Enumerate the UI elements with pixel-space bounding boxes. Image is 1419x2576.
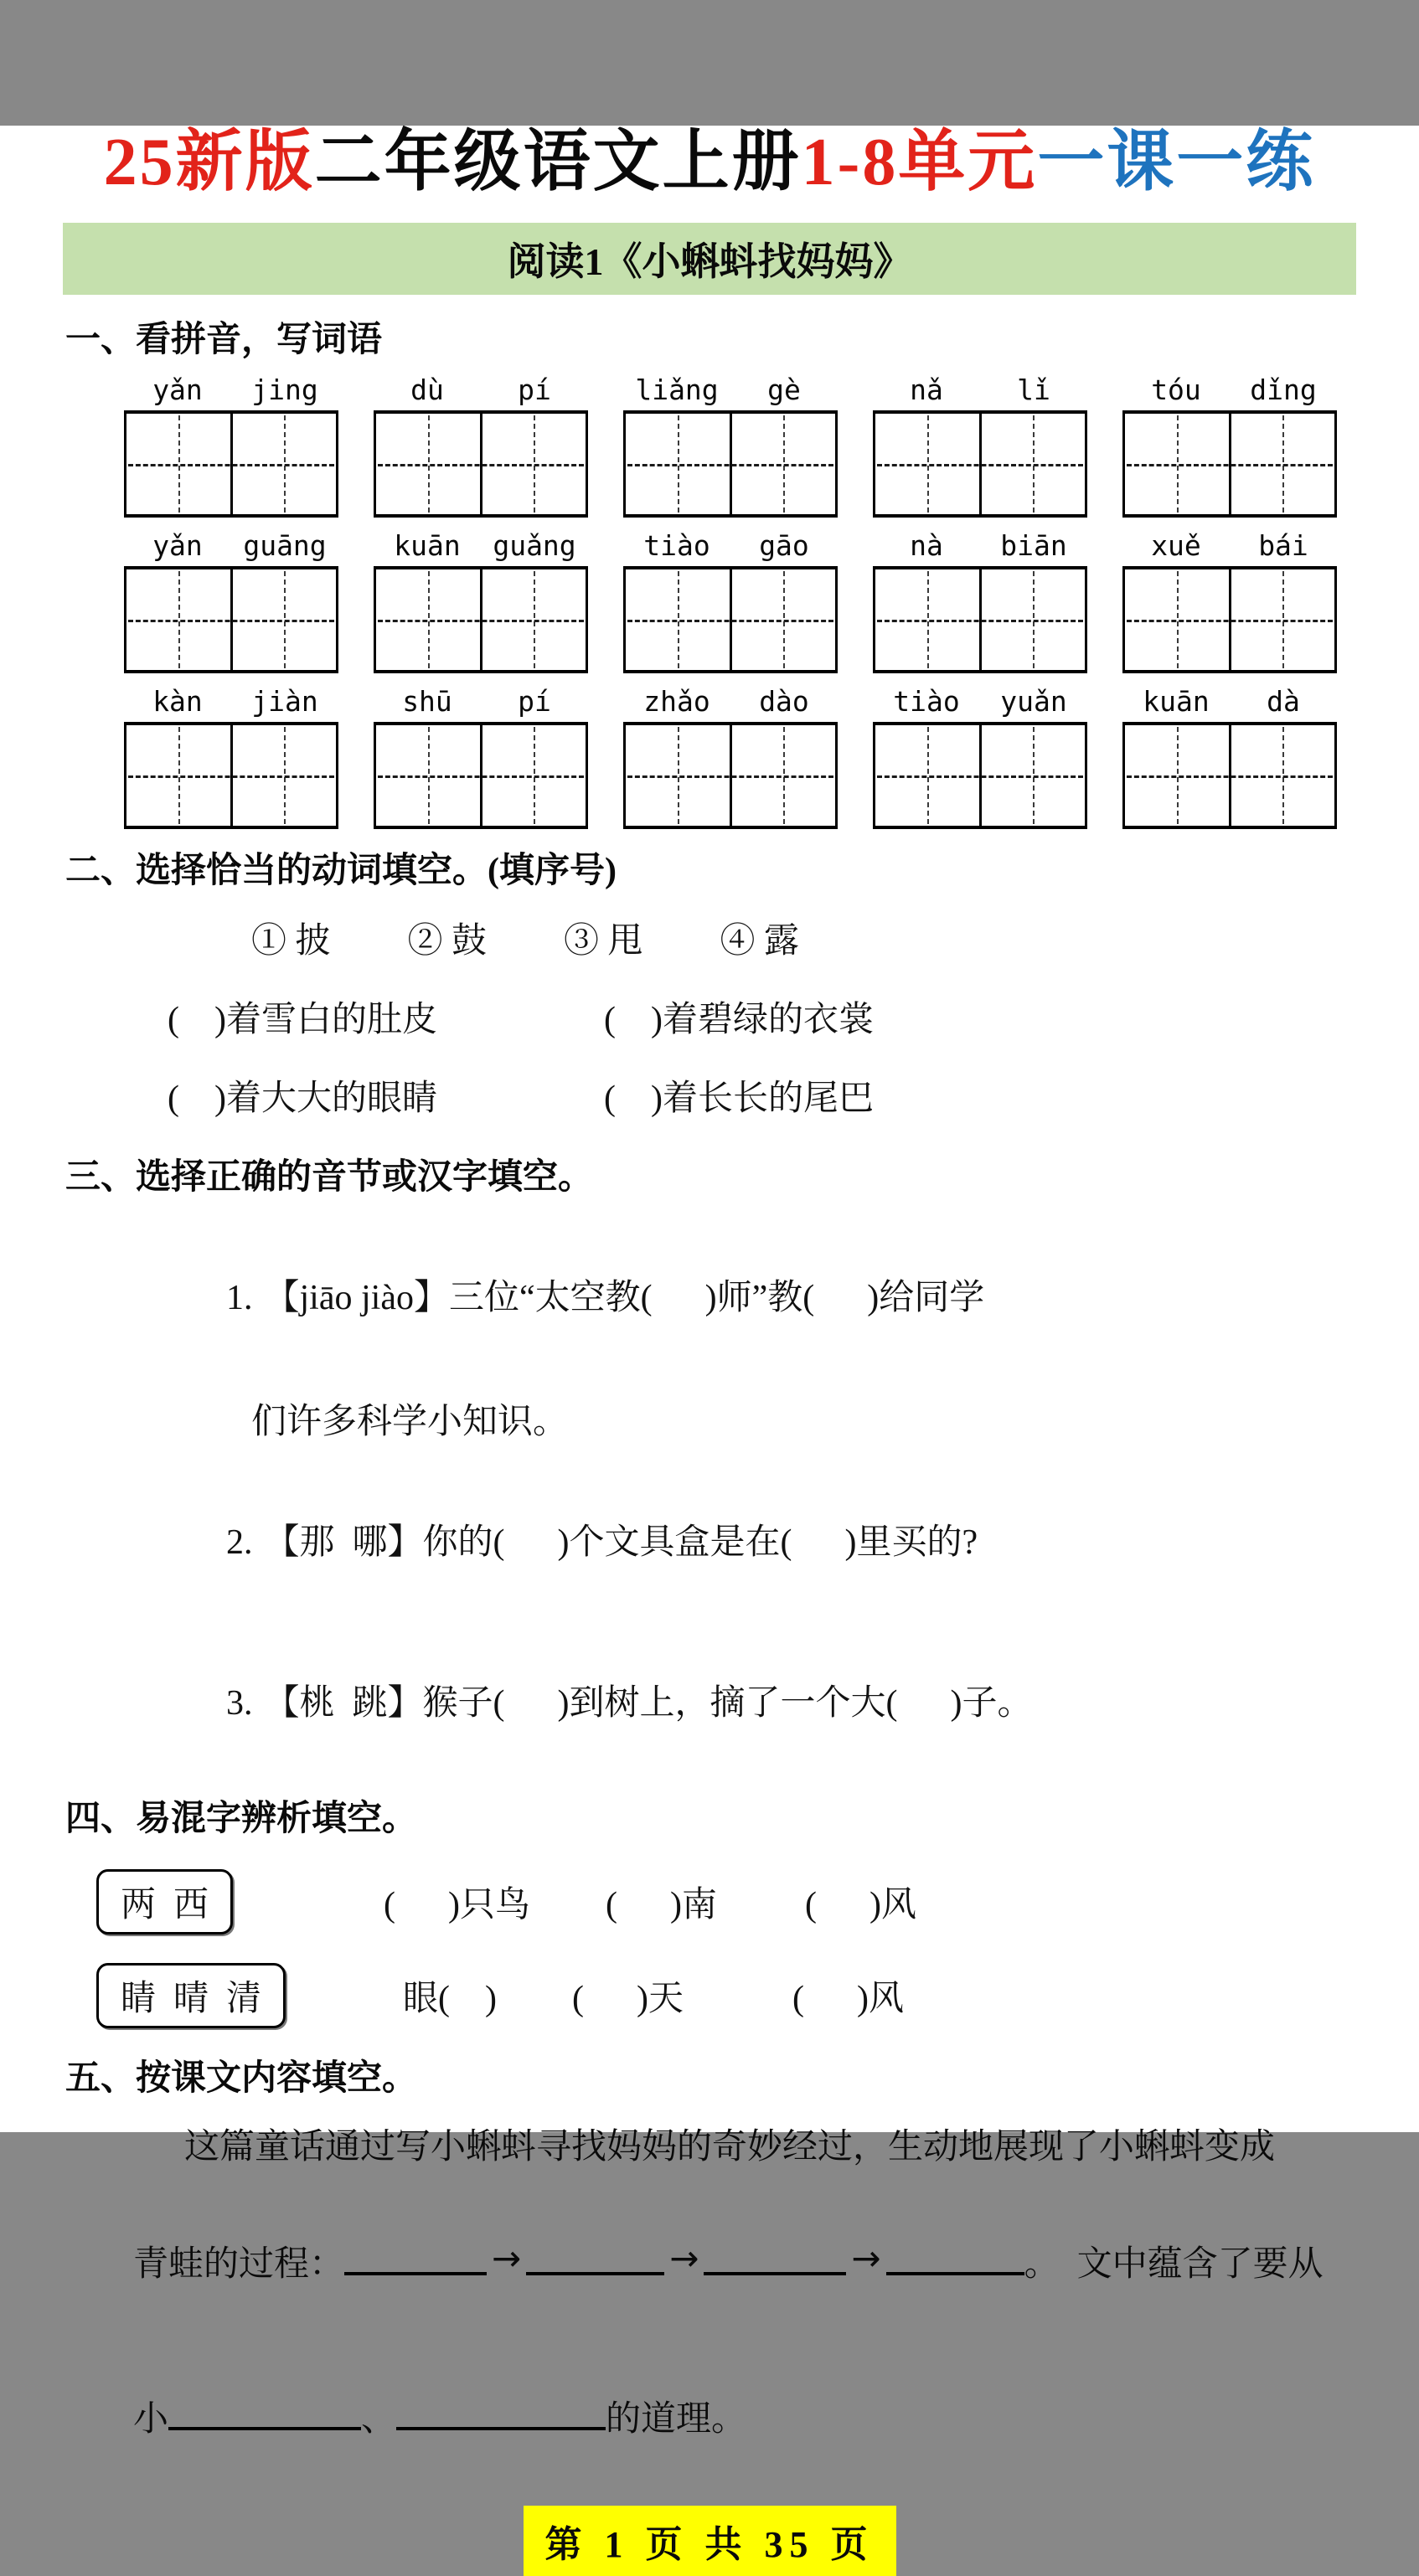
pinyin-syllable: kàn xyxy=(152,685,203,718)
pinyin-syllable: tiào xyxy=(893,685,960,718)
pinyin-syllable: kuān xyxy=(394,529,461,562)
question-text-continued: 们许多科学小知识。 xyxy=(251,1403,569,1441)
pinyin-syllable: jing xyxy=(251,374,318,406)
answer-blank xyxy=(396,2395,606,2430)
passage-text: 小 xyxy=(133,2400,169,2439)
writing-box xyxy=(1122,722,1337,829)
pinyin-syllable: gāo xyxy=(759,529,809,562)
pinyin-syllable: yǎn xyxy=(152,374,203,406)
pinyin-row xyxy=(124,529,1337,673)
fill-line xyxy=(168,992,1419,1042)
pinyin-row xyxy=(124,374,1337,518)
answer-blank xyxy=(886,2240,1024,2275)
writing-box xyxy=(374,410,588,518)
pinyin-syllable: yǎn xyxy=(152,529,203,562)
verb-option: ③ 甩 xyxy=(564,922,643,961)
writing-cell xyxy=(376,725,480,826)
fill-blank-phrase: 眼( ) xyxy=(403,1980,497,2018)
pinyin-word-group xyxy=(374,374,588,518)
title-segment-grade: 二年级语文上册 xyxy=(314,126,802,199)
writing-box xyxy=(623,566,838,673)
verb-option: ① 披 xyxy=(251,922,331,961)
writing-cell xyxy=(626,414,730,514)
arrow-glyph: → xyxy=(669,2237,699,2279)
question-item xyxy=(191,1474,1419,1605)
writing-box xyxy=(374,566,588,673)
writing-cell xyxy=(875,725,979,826)
writing-cell xyxy=(376,414,480,514)
pinyin-row xyxy=(124,685,1337,829)
answer-blank xyxy=(526,2240,664,2275)
question-number: 2. xyxy=(226,1523,253,1562)
confusable-chars-row xyxy=(96,1963,1419,2028)
writing-box xyxy=(1122,410,1337,518)
writing-cell xyxy=(730,414,836,514)
writing-box xyxy=(374,722,588,829)
writing-box xyxy=(873,722,1087,829)
writing-cell xyxy=(480,725,586,826)
writing-cell xyxy=(730,725,836,826)
char-choice-box: 两 西 xyxy=(96,1869,233,1935)
question-text: 【那 哪】你的( )个文具盒是在( )里买的? xyxy=(264,1523,978,1562)
writing-cell xyxy=(1229,414,1335,514)
pinyin-syllable: bái xyxy=(1258,529,1308,562)
pinyin-syllable: lǐ xyxy=(1017,374,1050,406)
section4-header: 四、易混字辨析填空。 xyxy=(65,1800,418,1838)
fill-blank-phrase: ( )只鸟 xyxy=(384,1886,530,1924)
passage-line: 这篇童话通过写小蝌蚪寻找妈妈的奇妙经过，生动地展现了小蝌蚪变成 xyxy=(184,2128,1276,2166)
passage-text: 、 xyxy=(361,2400,397,2439)
pinyin-word-group xyxy=(374,685,588,829)
writing-cell xyxy=(1125,569,1229,670)
pinyin-syllable: liǎng xyxy=(635,374,719,406)
section5-header: 五、按课文内容填空。 xyxy=(65,2059,418,2098)
section3-header: 三、选择正确的音节或汉字填空。 xyxy=(65,1158,594,1197)
question-number: 1. xyxy=(226,1279,253,1317)
writing-box xyxy=(623,410,838,518)
question-number: 3. xyxy=(226,1684,253,1723)
passage-line-with-blanks xyxy=(98,2199,1419,2325)
page-number-badge: 第 1 页 共 35 页 xyxy=(524,2506,896,2576)
writing-cell xyxy=(1229,569,1335,670)
pinyin-syllable: pí xyxy=(518,374,551,406)
writing-cell xyxy=(1229,725,1335,826)
writing-cell xyxy=(875,569,979,670)
pinyin-syllable: kuān xyxy=(1143,685,1210,718)
pinyin-syllable: biān xyxy=(1000,529,1067,562)
question-text: 【jiāo jiào】三位“太空教( )师”教( )给同学 xyxy=(264,1279,985,1317)
answer-blank xyxy=(344,2240,487,2275)
pinyin-syllable: yuǎn xyxy=(1000,685,1067,718)
fill-blank-phrase: ( )着雪白的肚皮 xyxy=(168,1001,437,1039)
section2-header: 二、选择恰当的动词填空。(填序号) xyxy=(65,852,617,890)
pinyin-word-group xyxy=(873,374,1087,518)
pinyin-syllable: nǎ xyxy=(910,374,943,406)
pinyin-word-group xyxy=(124,685,338,829)
page-title xyxy=(0,126,1419,199)
pinyin-word-group xyxy=(873,529,1087,673)
passage-text: 。 文中蕴含了要从 xyxy=(1024,2244,1324,2284)
fill-blank-phrase: ( )着长长的尾巴 xyxy=(604,1079,874,1118)
writing-cell xyxy=(230,569,337,670)
pinyin-syllable: tóu xyxy=(1151,374,1201,406)
arrow-glyph: → xyxy=(851,2237,881,2279)
writing-box xyxy=(124,410,338,518)
writing-box xyxy=(124,722,338,829)
pinyin-word-group xyxy=(374,529,588,673)
pinyin-word-group xyxy=(124,529,338,673)
writing-box xyxy=(1122,566,1337,673)
fill-blank-phrase: ( )天 xyxy=(572,1980,684,2018)
writing-cell xyxy=(230,414,337,514)
writing-cell xyxy=(979,569,1086,670)
writing-cell xyxy=(480,414,586,514)
pinyin-syllable: jiàn xyxy=(251,685,318,718)
fill-line xyxy=(168,1070,1419,1121)
writing-cell xyxy=(979,725,1086,826)
fill-blank-phrase: ( )风 xyxy=(804,1886,916,1924)
pinyin-syllable: guǎng xyxy=(493,529,576,562)
writing-cell xyxy=(979,414,1086,514)
question-text: 【桃 跳】猴子( )到树上，摘了一个大( )子。 xyxy=(264,1684,1033,1723)
pinyin-word-group xyxy=(623,374,838,518)
confusable-chars-row xyxy=(96,1869,1419,1935)
answer-blank xyxy=(704,2240,846,2275)
pinyin-syllable: guāng xyxy=(243,529,327,562)
lesson-banner: 阅读1《小蝌蚪找妈妈》 xyxy=(63,223,1356,295)
title-segment-units: 1-8单元 xyxy=(801,126,1038,199)
pinyin-syllable: dà xyxy=(1267,685,1300,718)
pinyin-syllable: dǐng xyxy=(1250,374,1317,406)
writing-cell xyxy=(626,725,730,826)
writing-cell xyxy=(730,569,836,670)
title-segment-edition: 25新版 xyxy=(103,126,315,199)
passage-text: 青蛙的过程： xyxy=(133,2244,345,2284)
verb-option: ④ 露 xyxy=(720,922,800,961)
writing-cell xyxy=(875,414,979,514)
pinyin-word-group xyxy=(1122,529,1337,673)
fill-blank-phrase: ( )风 xyxy=(792,1980,904,2018)
pinyin-word-group xyxy=(124,374,338,518)
passage-text: 的道理。 xyxy=(606,2400,747,2439)
pinyin-syllable: pí xyxy=(518,685,551,718)
writing-cell xyxy=(1125,725,1229,826)
pinyin-syllable: nà xyxy=(910,529,943,562)
writing-cell xyxy=(626,569,730,670)
verb-option: ② 鼓 xyxy=(407,922,488,961)
pinyin-word-group xyxy=(1122,374,1337,518)
pinyin-syllable: zhǎo xyxy=(643,685,710,718)
fill-blank-phrase: ( )着碧绿的衣裳 xyxy=(604,1001,874,1039)
writing-cell xyxy=(126,569,230,670)
pinyin-syllable: xuě xyxy=(1151,529,1201,562)
pinyin-syllable: shū xyxy=(402,685,452,718)
pinyin-syllable: dào xyxy=(759,685,809,718)
passage-line-with-blanks xyxy=(98,2355,1419,2481)
writing-box xyxy=(124,566,338,673)
question-item xyxy=(191,1229,1419,1360)
question-item xyxy=(191,1635,1419,1765)
section1-header: 一、看拼音，写词语 xyxy=(65,321,383,359)
writing-cell xyxy=(230,725,337,826)
pinyin-word-group xyxy=(623,529,838,673)
answer-blank xyxy=(168,2395,361,2430)
verb-options-line xyxy=(251,913,1419,963)
fill-blank-phrase: ( )南 xyxy=(606,1886,717,1924)
writing-cell xyxy=(376,569,480,670)
pinyin-syllable: dù xyxy=(410,374,444,406)
writing-cell xyxy=(126,414,230,514)
pinyin-syllable: tiào xyxy=(643,529,710,562)
pinyin-syllable: gè xyxy=(767,374,801,406)
writing-box xyxy=(873,410,1087,518)
pinyin-word-group xyxy=(873,685,1087,829)
writing-box xyxy=(623,722,838,829)
writing-cell xyxy=(1125,414,1229,514)
char-choice-box: 睛 晴 清 xyxy=(96,1963,286,2028)
title-segment-practice: 一课一练 xyxy=(1037,126,1316,199)
worksheet-page xyxy=(0,126,1419,2566)
fill-blank-phrase: ( )着大大的眼睛 xyxy=(168,1079,437,1118)
writing-box xyxy=(873,566,1087,673)
pinyin-word-group xyxy=(623,685,838,829)
writing-cell xyxy=(480,569,586,670)
writing-cell xyxy=(126,725,230,826)
pinyin-word-group xyxy=(1122,685,1337,829)
arrow-glyph: → xyxy=(492,2237,522,2279)
